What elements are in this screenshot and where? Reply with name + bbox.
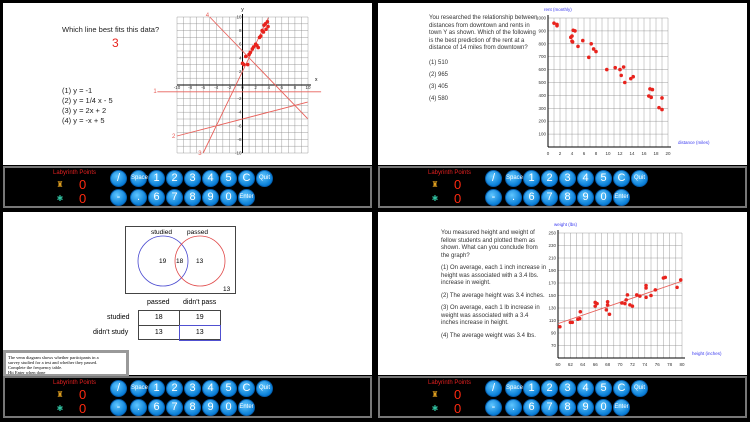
y-axis-label: y	[241, 7, 244, 13]
key-button[interactable]: 6	[148, 399, 165, 416]
key-button[interactable]: 7	[166, 189, 183, 206]
line-label: 1	[153, 88, 157, 95]
x-tick-label: 74	[642, 362, 648, 367]
instruction-line: Hit Enter when done	[8, 370, 46, 375]
row-header: didn't study	[93, 329, 129, 336]
y-tick-label: 130	[548, 305, 556, 311]
key-button[interactable]: 4	[202, 380, 219, 397]
key-button[interactable]: Space	[130, 380, 147, 397]
data-point	[571, 40, 575, 44]
data-point	[259, 34, 263, 38]
y-tick-label: 300	[538, 105, 546, 111]
key-button[interactable]: 0	[595, 399, 612, 416]
data-point	[266, 20, 270, 24]
column-header: didn't pass	[183, 299, 217, 306]
key-button[interactable]: Enter	[613, 189, 630, 206]
y-tick-label: 150	[548, 293, 556, 298]
player-icon: ♜	[431, 180, 439, 189]
x-tick-label: -2	[227, 85, 232, 90]
key-button[interactable]: .	[505, 399, 522, 416]
data-point	[606, 303, 610, 307]
y-tick-label: 200	[538, 118, 546, 124]
column-header: passed	[147, 299, 170, 306]
key-button[interactable]: 6	[523, 399, 540, 416]
player-icon: ♜	[56, 390, 64, 399]
key-button[interactable]: 5	[595, 380, 612, 397]
data-point	[594, 50, 598, 54]
x-tick-label: 80	[679, 362, 685, 367]
option: (2) y = 1/4 x - 5	[62, 96, 113, 105]
y-tick-label: 100	[538, 131, 546, 137]
key-button[interactable]: -	[110, 399, 127, 416]
y-tick-label: 250	[548, 230, 556, 236]
key-button[interactable]: 2	[541, 170, 558, 187]
key-button[interactable]: Quit	[631, 170, 648, 187]
option: (4) 580	[429, 95, 449, 102]
data-point	[613, 66, 617, 70]
key-button[interactable]: .	[130, 189, 147, 206]
y-tick-label: 500	[538, 80, 546, 85]
key-button[interactable]: 0	[595, 189, 612, 206]
data-point	[631, 304, 635, 308]
key-button[interactable]: /	[485, 380, 502, 397]
data-point	[249, 51, 253, 55]
player-score: 0	[454, 387, 462, 402]
key-button[interactable]: 1	[148, 170, 165, 187]
data-point	[256, 46, 260, 50]
key-button[interactable]: 4	[577, 380, 594, 397]
key-button[interactable]: Enter	[613, 399, 630, 416]
control-bar	[378, 376, 747, 418]
y-tick-label: -2	[237, 96, 242, 102]
venn-passed-only: 13	[196, 258, 204, 265]
monster-score: 0	[79, 401, 87, 416]
key-button[interactable]: -	[110, 189, 127, 206]
y-tick-label: 700	[538, 54, 546, 60]
x-tick-label: 72	[629, 362, 635, 367]
question-area	[3, 212, 372, 375]
player-score: 0	[79, 387, 87, 402]
answer-input[interactable]: 3	[112, 36, 119, 50]
labyrinth-points-title: Labyrinth Points	[53, 380, 97, 386]
data-point	[570, 321, 574, 325]
x-tick-label: 62	[567, 362, 573, 367]
data-point	[620, 301, 624, 305]
data-point	[626, 293, 630, 297]
data-point	[618, 68, 622, 72]
fit-line-4	[210, 14, 308, 119]
y-tick-label: -8	[237, 136, 242, 142]
x-tick-label: -8	[188, 85, 193, 90]
y-tick-label: 6	[238, 41, 242, 47]
data-point	[570, 34, 574, 38]
key-button[interactable]: 3	[559, 380, 576, 397]
option: (2) 965	[429, 71, 449, 78]
option: (4) The average weight was 3.4 lbs.	[441, 332, 536, 339]
data-point	[623, 302, 627, 306]
line-fit-chart	[0, 0, 375, 165]
data-point	[246, 63, 250, 67]
venn-studied-only: 19	[159, 258, 167, 265]
key-button[interactable]: .	[505, 189, 522, 206]
monster-icon: ✱	[56, 194, 64, 203]
key-button[interactable]: Space	[130, 170, 147, 187]
data-point	[262, 30, 266, 34]
x-tick-label: 0	[241, 85, 244, 90]
x-tick-label: 10	[605, 151, 611, 156]
option: (4) y = -x + 5	[62, 116, 105, 125]
data-point	[619, 74, 623, 78]
x-tick-label: 6	[582, 151, 586, 156]
x-tick-label: 18	[653, 151, 659, 156]
monster-score: 0	[79, 191, 87, 206]
y-tick-label: 2	[238, 68, 242, 74]
venn-label-passed: passed	[187, 229, 208, 236]
data-point	[608, 312, 612, 316]
data-point	[654, 288, 658, 292]
y-tick-label: -4	[237, 109, 242, 115]
x-tick-label: 0	[546, 151, 550, 156]
key-button[interactable]: 6	[523, 189, 540, 206]
key-button[interactable]: .	[130, 399, 147, 416]
question-text: You researched the relationship between distances from downtown and rents in town Y as shown. Which of the following is the best prediction of the rent at a distance of 14 miles from downtown?	[429, 15, 538, 51]
data-point	[675, 286, 679, 290]
x-tick-label: 6	[280, 85, 284, 90]
data-point	[558, 325, 562, 329]
key-button[interactable]: 5	[595, 170, 612, 187]
x-tick-label: 64	[580, 362, 586, 367]
data-point	[579, 310, 583, 314]
data-point	[623, 81, 627, 85]
key-button[interactable]: 2	[166, 380, 183, 397]
key-button[interactable]: 4	[577, 170, 594, 187]
data-point	[576, 45, 580, 49]
option: (1) On average, each 1 inch increase in height was associated with a 3.4 lbs. increase in weight.	[441, 265, 547, 286]
y-tick-label: -10	[234, 150, 242, 156]
x-tick-label: -4	[214, 85, 219, 90]
y-tick-label: 1000	[535, 15, 546, 21]
data-point	[589, 42, 593, 46]
data-point	[624, 298, 628, 302]
key-button[interactable]: 2	[166, 170, 183, 187]
player-score: 0	[454, 177, 462, 192]
key-button[interactable]: 1	[523, 170, 540, 187]
key-button[interactable]: 9	[577, 399, 594, 416]
y-tick-label: 90	[550, 330, 556, 336]
key-button[interactable]: 3	[184, 170, 201, 187]
x-tick-label: 70	[617, 362, 623, 367]
key-button[interactable]: -	[485, 399, 502, 416]
data-point	[578, 317, 582, 321]
x-tick-label: 78	[667, 362, 673, 367]
key-button[interactable]: 9	[577, 189, 594, 206]
x-tick-label: -10	[173, 85, 181, 90]
row-header: studied	[107, 314, 130, 321]
y-tick-label: 170	[548, 280, 556, 286]
instruction-line: Complete the frequency table.	[8, 365, 63, 370]
key-button[interactable]: 5	[220, 170, 237, 187]
frequency-table	[138, 310, 221, 340]
x-tick-label: 8	[594, 151, 598, 156]
control-bar	[3, 166, 372, 208]
key-button[interactable]: C	[613, 170, 630, 187]
key-button[interactable]: 7	[541, 189, 558, 206]
key-button[interactable]: Quit	[631, 380, 648, 397]
key-button[interactable]: 3	[184, 380, 201, 397]
venn-label-studied: studied	[151, 229, 172, 236]
height-weight-chart	[375, 210, 750, 375]
key-button[interactable]: 9	[202, 399, 219, 416]
option: (2) The average height was 3.4 inches.	[441, 292, 545, 299]
y-tick-label: 70	[550, 343, 556, 348]
option: (3) 405	[429, 83, 449, 90]
y-tick-label: 600	[538, 67, 546, 73]
x-tick-label: 66	[592, 362, 598, 367]
option: (1) y = -1	[62, 86, 93, 95]
x-tick-label: 20	[665, 151, 671, 156]
y-tick-label: 190	[548, 268, 556, 273]
key-button[interactable]: Quit	[256, 380, 273, 397]
key-button[interactable]: 8	[559, 399, 576, 416]
key-button[interactable]: 8	[184, 399, 201, 416]
option: (3) y = 2x + 2	[62, 106, 107, 115]
key-button[interactable]: C	[238, 170, 255, 187]
x-axis-label: x	[315, 77, 318, 83]
key-button[interactable]: 7	[166, 399, 183, 416]
key-button[interactable]: 8	[184, 189, 201, 206]
key-button[interactable]: 6	[148, 189, 165, 206]
monster-icon: ✱	[431, 194, 439, 203]
y-tick-label: 10	[236, 14, 242, 20]
instruction-line: The venn diagram shows whether participants in a	[8, 355, 99, 360]
data-point	[595, 302, 599, 306]
monster-score: 0	[454, 191, 462, 206]
key-button[interactable]: 0	[220, 399, 237, 416]
key-button[interactable]: 2	[541, 380, 558, 397]
x-axis-label: height (inches)	[692, 351, 722, 356]
key-button[interactable]: Quit	[256, 170, 273, 187]
monster-icon: ✱	[56, 404, 64, 413]
data-point	[644, 296, 648, 300]
x-tick-label: 14	[629, 151, 635, 156]
player-icon: ♜	[56, 180, 64, 189]
x-tick-label: 60	[555, 362, 561, 367]
key-button[interactable]: C	[613, 380, 630, 397]
x-tick-label: 76	[654, 362, 660, 367]
x-tick-label: 2	[254, 85, 257, 90]
x-axis-label: distance (miles)	[678, 140, 710, 145]
y-axis-label: rent (monthly)	[544, 7, 572, 12]
question-text: Which line best fits this data?	[62, 25, 160, 34]
monster-icon: ✱	[431, 404, 439, 413]
key-button[interactable]: Enter	[238, 399, 255, 416]
key-button[interactable]: Enter	[238, 189, 255, 206]
y-axis-label: weight (lbs)	[554, 222, 578, 227]
rent-distance-chart	[375, 0, 750, 165]
question-text: You measured height and weight of fellow students and plotted them as shown. What can you conclude from the graph?	[441, 230, 538, 259]
table-cell[interactable]: 18	[139, 311, 180, 326]
x-tick-label: 2	[558, 151, 562, 156]
instruction-line: survey studied for a test and whether they passed.	[8, 360, 98, 365]
y-tick-label: 900	[538, 28, 546, 34]
y-tick-label: 210	[548, 255, 556, 261]
y-tick-label: 800	[538, 41, 546, 47]
data-point	[581, 39, 585, 43]
line-label: 3	[198, 151, 202, 157]
monster-score: 0	[454, 401, 462, 416]
y-tick-label: 8	[238, 28, 242, 34]
data-point	[573, 29, 577, 33]
key-button[interactable]: /	[110, 380, 127, 397]
key-button[interactable]: 9	[202, 189, 219, 206]
key-button[interactable]: 1	[523, 380, 540, 397]
option: (1) 510	[429, 59, 449, 66]
line-label: 2	[172, 134, 176, 140]
data-point	[587, 56, 591, 60]
data-point	[605, 308, 609, 312]
key-button[interactable]: -	[485, 189, 502, 206]
key-button[interactable]: 3	[559, 170, 576, 187]
data-point	[649, 96, 653, 100]
data-point	[651, 88, 655, 92]
x-tick-label: -6	[201, 85, 206, 90]
data-point	[660, 108, 664, 112]
y-tick-label: 400	[538, 92, 546, 98]
table-cell[interactable]: 19	[180, 311, 221, 326]
table-cell-active[interactable]: 13	[180, 326, 221, 340]
labyrinth-points-title: Labyrinth Points	[428, 170, 472, 176]
data-point	[657, 106, 661, 110]
key-button[interactable]: Space	[505, 170, 522, 187]
control-bar	[378, 166, 747, 208]
data-point	[638, 294, 642, 298]
y-tick-label: -6	[237, 123, 242, 129]
table-cell[interactable]: 13	[139, 326, 180, 340]
option: (3) On average, each 1 lb increase in weight was associated with a 3.4 inches increase in height.	[441, 305, 540, 326]
player-icon: ♜	[431, 390, 439, 399]
x-tick-label: 8	[293, 85, 297, 90]
data-point	[635, 293, 639, 297]
data-point	[606, 300, 610, 304]
data-point	[244, 55, 248, 59]
y-tick-label: 4	[238, 55, 242, 61]
venn-neither: 13	[223, 286, 231, 293]
key-button[interactable]: C	[238, 380, 255, 397]
data-point	[649, 294, 653, 298]
data-point	[663, 276, 667, 280]
line-label: 4	[205, 13, 210, 19]
labyrinth-points-title: Labyrinth Points	[428, 380, 472, 386]
key-button[interactable]: 5	[220, 380, 237, 397]
x-tick-label: 4	[267, 85, 270, 90]
x-tick-label: 16	[641, 151, 647, 156]
key-button[interactable]: 1	[148, 380, 165, 397]
data-point	[242, 63, 246, 67]
y-tick-label: 230	[548, 243, 556, 248]
instructions-box	[3, 350, 129, 377]
labyrinth-points-title: Labyrinth Points	[53, 170, 97, 176]
venn-both: 18	[176, 258, 184, 265]
key-button[interactable]: 8	[559, 189, 576, 206]
key-button[interactable]: 4	[202, 170, 219, 187]
data-point	[644, 284, 648, 288]
data-point	[631, 75, 635, 79]
player-score: 0	[79, 177, 87, 192]
x-tick-label: 10	[305, 85, 311, 90]
x-tick-label: 68	[605, 362, 611, 367]
data-point	[605, 68, 609, 72]
key-button[interactable]: 0	[220, 189, 237, 206]
x-tick-label: 12	[617, 151, 623, 156]
x-tick-label: 4	[570, 151, 574, 156]
key-button[interactable]: /	[485, 170, 502, 187]
data-point	[679, 278, 683, 282]
data-point	[266, 25, 270, 29]
data-point	[555, 24, 559, 28]
key-button[interactable]: Space	[505, 380, 522, 397]
key-button[interactable]: 7	[541, 399, 558, 416]
control-bar	[3, 376, 372, 418]
data-point	[660, 96, 664, 100]
data-point	[622, 65, 626, 69]
y-tick-label: 110	[548, 318, 556, 323]
key-button[interactable]: /	[110, 170, 127, 187]
